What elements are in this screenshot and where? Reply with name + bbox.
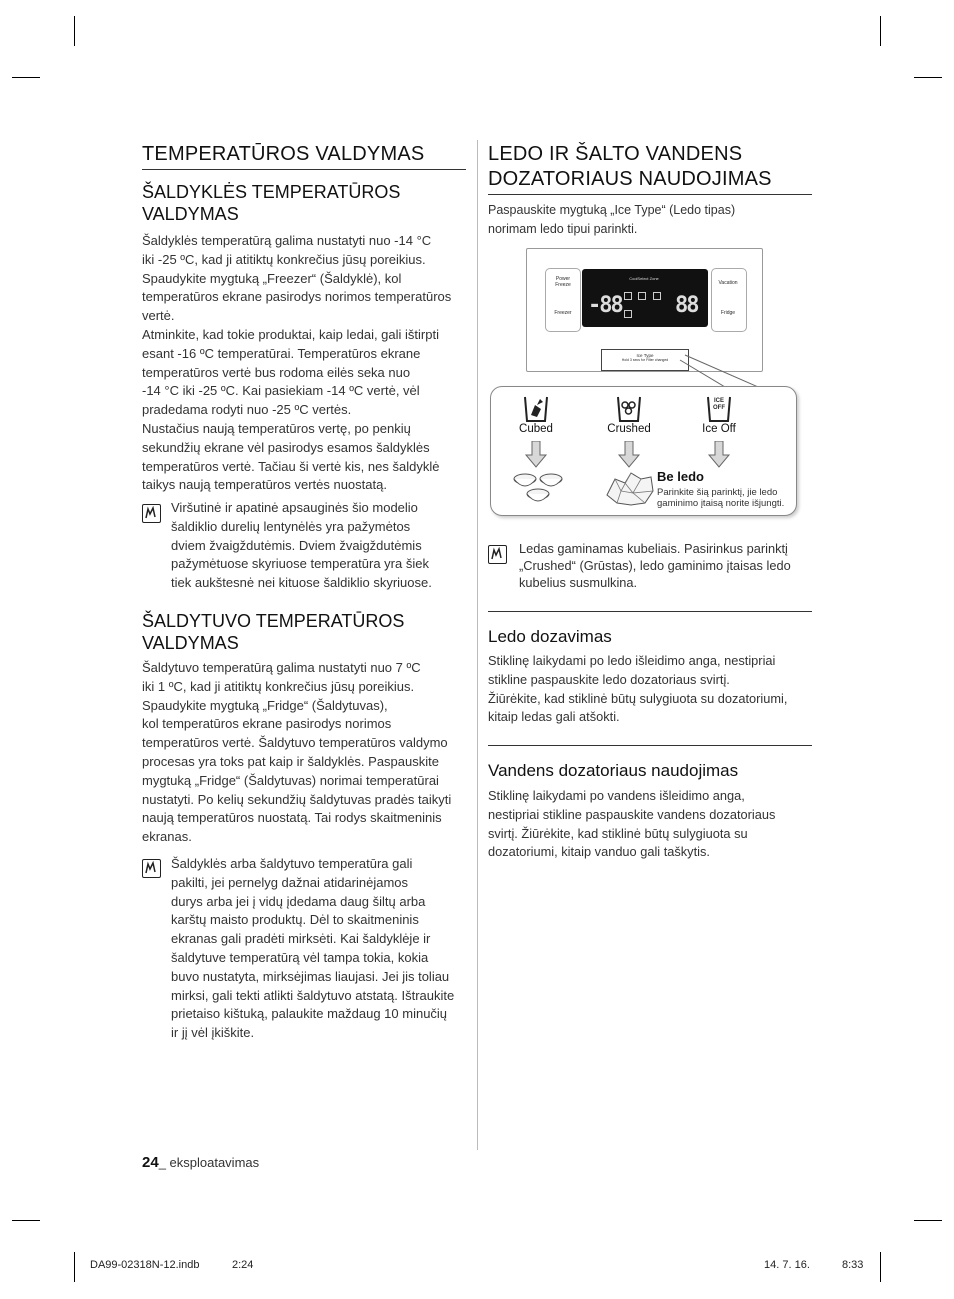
display-fridge-digits: 88	[675, 293, 698, 318]
display-icons	[624, 287, 664, 297]
crop-mark	[74, 1252, 75, 1282]
crop-mark	[12, 1220, 40, 1221]
arrow-down-icon	[524, 441, 548, 469]
crop-mark	[914, 77, 942, 78]
column-separator	[477, 140, 478, 1150]
crop-mark	[914, 1220, 942, 1221]
cubed-icon	[521, 395, 551, 423]
divider	[488, 745, 812, 746]
section-title-dispenser: LEDO IR ŠALTO VANDENS DOZATORIAUS NAUDOJIMAS	[488, 142, 812, 195]
option-cubed-label: Cubed	[519, 423, 553, 435]
freezer-note: Viršutinė ir apatinė apsauginės šio modelio šaldiklio durelių lentynėlės yra pažymėtos dviem žvaigždutėmis. Dviem žvaigždutėmis pažymėtuose skyriuose temperatūra yra šiek tiek aukštesnė nei kituose šaldiklio skyriuose.	[171, 500, 432, 591]
crop-mark	[74, 16, 75, 46]
dispenser-intro: Paspauskite mygtuką „Ice Type“ (Ledo tipas) norimam ledo tipui parinkti.	[488, 203, 736, 236]
display-top-label: CoolSelect Zone	[629, 276, 659, 281]
print-date: 14. 7. 16.	[764, 1259, 810, 1271]
ice-options-panel	[490, 386, 797, 516]
arrow-down-icon	[617, 441, 641, 469]
display-freezer-digits: -88	[588, 293, 622, 318]
crop-mark	[880, 1252, 881, 1282]
power-freeze-label: Power Freeze	[555, 276, 571, 288]
freezer-heading: ŠALDYKLĖS TEMPERATŪROS VALDYMAS	[142, 182, 401, 224]
fridge-label: Fridge	[720, 310, 736, 316]
dispenser-note: Ledas gaminamas kubeliais. Pasirinkus parinktį „Crushed“ (Grūstas), ledo gaminimo įtaisas ledo kubelius susmulkina.	[519, 541, 791, 590]
page-footer	[142, 1154, 259, 1171]
ice-type-label: Ice Type	[636, 353, 654, 358]
print-file-name: DA99-02318N-12.indb	[90, 1259, 200, 1271]
ice-type-sub: Hold 3 secs for Filter changed	[621, 358, 669, 362]
option-ice-off-label: Ice Off	[702, 423, 736, 435]
display-panel	[582, 269, 708, 327]
no-ice-title: Be ledo	[657, 469, 704, 484]
note-icon	[142, 859, 161, 878]
arrow-down-icon	[707, 441, 731, 469]
divider	[488, 611, 812, 612]
freezer-body: Šaldyklės temperatūrą galima nustatyti nuo -14 °C iki -25 ºC, kad ji atitiktų konkrečius jūsų poreikius. Spaudykite mygtuką „Freezer“ (Šaldyklė), kol temperatūros ekrane pasirodys norimos temperatūros vertė. Atminkite, kad tokie produktai, kaip ledai, gali ištirpti esant -16 ºC temperatūrai. Temperatūros ekrane temperatūros vertė bus rodoma eilės seka nuo -14 °C iki -25 ºC. Kai pasiekiam -14 ºC vertė, vėl pradedama rodyti nuo -25 ºC vertės. Nustačius naują temperatūros vertę, po penkių sekundžių ekrane vėl pasirodys esamos šaldyklės temperatūros vertė. Tačiau ši vertė kis, nes šaldyklė taikys naują temperatūros vertės nuostatą.	[142, 233, 452, 493]
page-suffix: _ eksploatavimas	[158, 1155, 260, 1170]
ice-off-icon-text: ICE OFF	[713, 398, 725, 411]
ice-cubes-illustration	[511, 469, 569, 509]
print-time: 8:33	[842, 1259, 864, 1271]
no-ice-text: Parinkite šią parinktį, jie ledo gaminimo įtaisą norite išjungti.	[657, 487, 785, 509]
water-dispensing-body: Stiklinę laikydami po vandens išleidimo anga, nestipriai stikline paspauskite vandens dozatoriaus svirtį. Žiūrėkite, kad stiklinė būtų sulygiuota su dozatoriumi, kitaip vanduo gali taškytis.	[488, 788, 776, 860]
right-button-group	[711, 268, 747, 332]
crop-mark	[12, 77, 40, 78]
note-icon	[142, 504, 161, 523]
fridge-note: Šaldyklės arba šaldytuvo temperatūra gali pakilti, jei pernelyg dažnai atidarinėjamos durys arba jei į vidų įdedama daug šiltų arba karštų maisto produktų. Dėl to skaitmeninis ekranas gali pradėti mirksėti. Kai šaldyklėje ir šaldytuve temperatūrą vėl tampa tokia, kokia buvo nustatyta, mirksėjimas liaujasi. Jei jis toliau mirksi, gali tekti atlikti šaldytuvo atstatą. Ištraukite prietaiso kištuką, palaukite maždaug 10 minučių ir jį vėl įkiškite.	[171, 856, 455, 1041]
water-dispensing-heading: Vandens dozatoriaus naudojimas	[488, 761, 739, 780]
option-crushed-label: Crushed	[607, 423, 651, 435]
print-page-ref: 2:24	[232, 1259, 254, 1271]
fridge-heading: ŠALDYTUVO TEMPERATŪROS VALDYMAS	[142, 611, 405, 653]
note-icon	[488, 545, 507, 564]
crushed-icon	[614, 395, 644, 423]
ice-off-icon	[704, 395, 730, 421]
fridge-body: Šaldytuvo temperatūrą galima nustatyti nuo 7 ºC iki 1 ºC, kad ji atitiktų konkrečius jūsų poreikius. Spaudykite mygtuką „Fridge“ (Šaldytuvas), kol temperatūros ekrane pasirodys norimos temperatūros vertė. Šaldytuvo temperatūros valdymo procesas yra toks pat kaip ir šaldyklės. Paspauskite mygtuką „Fridge“ (Šaldytuvas) norimai temperatūrai nustatyti. Po kelių sekundžių šaldytuvas pradės taikyti naują temperatūros nuostatą. Tai rodys skaitmeninis ekranas.	[142, 660, 452, 845]
freezer-label: Freezer	[554, 310, 572, 316]
page-number: 24	[142, 1154, 159, 1171]
crushed-ice-illustration	[603, 469, 657, 509]
ice-dispensing-heading: Ledo dozavimas	[488, 627, 612, 646]
crop-mark	[880, 16, 881, 46]
vacation-label: Vacation	[718, 280, 738, 286]
ice-dispensing-body: Stiklinę laikydami po ledo išleidimo anga, nestipriai stikline paspauskite ledo dozatoriaus svirtį. Žiūrėkite, kad stiklinė būtų sulygiuota su dozatoriumi, kitaip ledas gali atšokti.	[488, 653, 788, 725]
section-title-temperature: TEMPERATŪROS VALDYMAS	[142, 142, 466, 170]
